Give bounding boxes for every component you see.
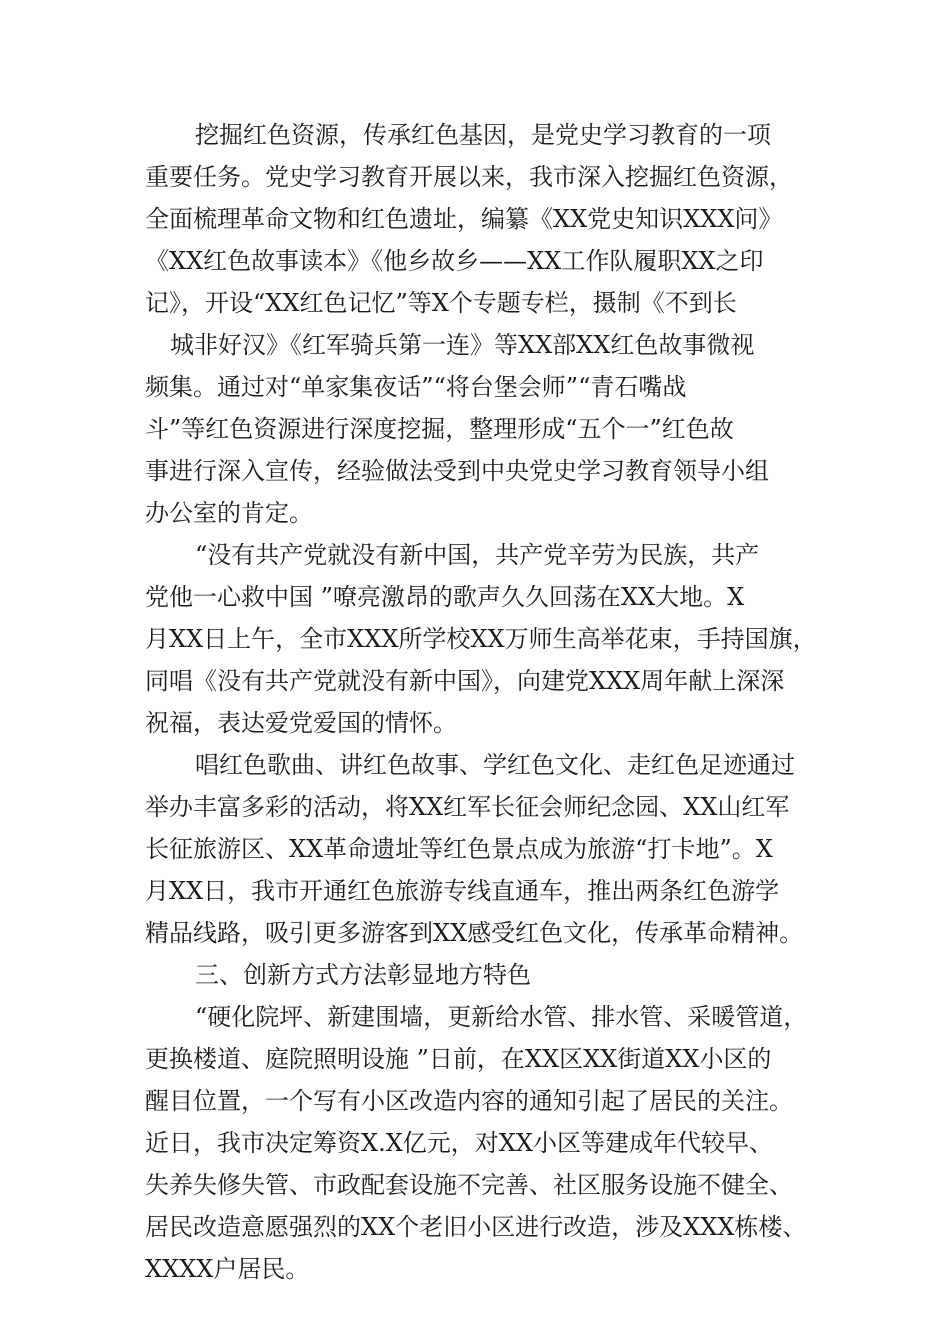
section-heading: 三、创新方式方法彰显地方特色 [195,961,531,989]
text-line: 重要任务。党史学习教育开展以来，我市深入挖掘红色资源， [145,163,793,191]
text-line: 斗”等红色资源进行深度挖掘，整理形成“五个一”红色故 [145,415,734,443]
text-line: 居民改造意愿强烈的XX个老旧小区进行改造，涉及XXX栋楼、 [145,1213,807,1241]
text-line: 醒目位置，一个写有小区改造内容的通知引起了居民的关注。 [145,1087,793,1115]
text-line: 事进行深入宣传，经验做法受到中央党史学习教育领导小组 [145,457,769,485]
text-line: 举办丰富多彩的活动，将XX红军长征会师纪念园、XX山红军 [145,793,790,821]
text-line: 办公室的肯定。 [145,499,313,527]
text-line: 同唱《没有共产党就没有新中国》，向建党XXX周年献上深深 [145,667,785,695]
text-line: 挖掘红色资源，传承红色基因，是党史学习教育的一项 [195,121,771,149]
text-line: 近日，我市决定筹资X.X亿元，对XX小区等建成年代较早、 [145,1129,773,1157]
text-line: 长征旅游区、XX革命遗址等红色景点成为旅游“打卡地”。X [145,835,773,863]
text-line: 全面梳理革命文物和红色遗址，编纂《XX党史知识XXX问》 [145,205,783,233]
text-line: 频集。通过对“单家集夜话”“将台堡会师”“青石嘴战 [145,373,687,401]
text-line: 唱红色歌曲、讲红色故事、学红色文化、走红色足迹通过 [195,751,795,779]
text-line: 月XX日上午，全市XXX所学校XX万师生高举花束，手持国旗， [145,625,817,653]
text-line: “没有共产党就没有新中国，共产党辛劳为民族，共产 [195,541,760,569]
text-line: 党他一心救中国 ”嘹亮激昂的歌声久久回荡在XX大地。X [145,583,745,611]
text-line: 城非好汉》《红军骑兵第一连》等XX部XX红色故事微视 [170,331,755,359]
text-line: 《XX红色故事读本》《他乡故乡——XX工作队履职XX之印 [145,247,764,275]
text-line: 失养失修失管、市政配套设施不完善、社区服务设施不健全、 [145,1171,793,1199]
text-line: XXXX户居民。 [145,1255,310,1283]
text-line: 月XX日，我市开通红色旅游专线直通车，推出两条红色游学 [145,877,780,905]
text-line: 更换楼道、庭院照明设施 ”日前，在XX区XX街道XX小区的 [145,1045,772,1073]
text-line: 精品线路，吸引更多游客到XX感受红色文化，传承革命精神。 [145,919,804,947]
text-line: 祝福，表达爱党爱国的情怀。 [145,709,457,737]
text-line: “硬化院坪、新建围墙，更新给水管、排水管、采暖管道， [195,1003,808,1031]
text-line: 记》，开设“XX红色记忆”等X个专题专栏，摄制《不到长 [145,289,737,317]
